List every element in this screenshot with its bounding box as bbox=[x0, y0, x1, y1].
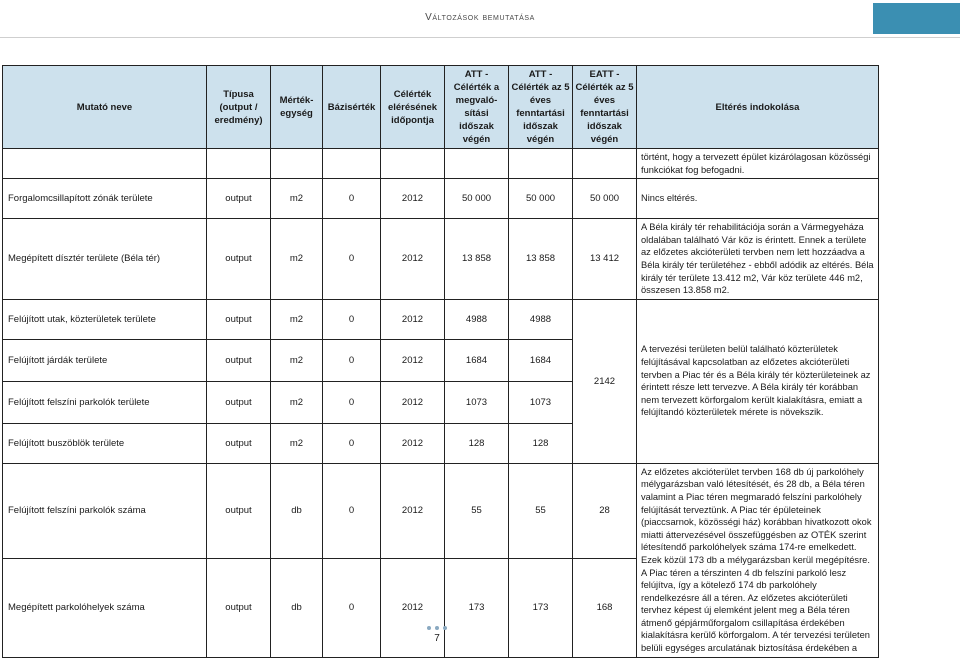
indicator-year: 2012 bbox=[381, 179, 445, 219]
indicator-year: 2012 bbox=[381, 339, 445, 381]
indicator-name: Megépített parkolóhelyek száma bbox=[3, 558, 207, 657]
continuation-row bbox=[3, 149, 879, 179]
indicator-type: output bbox=[207, 339, 271, 381]
indicator-eatt: 28 bbox=[573, 463, 637, 558]
indicator-att-impl: 50 000 bbox=[445, 179, 509, 219]
col-header-target-date: Célérték elérésének időpontja bbox=[381, 66, 445, 149]
indicator-att-5yr: 13 858 bbox=[509, 219, 573, 300]
merged-reason-public-space: A tervezési területen belül található közterületek felújításával kapcsolatban az előzetes akcióterületi tervben a Piac tér és a Béla király tér közterületeinek az érintett része lett tervezve. A Béla király tér korábban nem tervezett körforgalom került kialakításra, emiatt a felújítandó közterületek mérete is növekszik. bbox=[637, 299, 879, 463]
indicator-type: output bbox=[207, 463, 271, 558]
indicator-att-impl: 4988 bbox=[445, 299, 509, 339]
indicator-att-5yr: 55 bbox=[509, 463, 573, 558]
col-header-att-impl: ATT - Célérték a megvaló-sítási időszak végén bbox=[445, 66, 509, 149]
indicator-type: output bbox=[207, 381, 271, 423]
indicator-att-impl: 1684 bbox=[445, 339, 509, 381]
col-header-unit: Mérték-egység bbox=[271, 66, 323, 149]
indicator-name: Felújított felszíni parkolók száma bbox=[3, 463, 207, 558]
indicator-type: output bbox=[207, 558, 271, 657]
indicator-type: output bbox=[207, 179, 271, 219]
continuation-note: történt, hogy a tervezett épület kizárólagosan közösségi funkciókat fog befogadni. bbox=[637, 149, 879, 179]
merged-eatt-value: 2142 bbox=[573, 299, 637, 463]
indicator-base: 0 bbox=[323, 179, 381, 219]
indicator-year: 2012 bbox=[381, 463, 445, 558]
col-header-eatt-5yr: EATT - Célérték az 5 éves fenntartási időszak végén bbox=[573, 66, 637, 149]
indicator-unit: m2 bbox=[271, 339, 323, 381]
header-accent-block bbox=[873, 3, 960, 34]
indicator-base: 0 bbox=[323, 339, 381, 381]
indicator-base: 0 bbox=[323, 299, 381, 339]
indicator-type: output bbox=[207, 219, 271, 300]
page-dots-icon bbox=[422, 626, 452, 630]
merged-reason-parking: Az előzetes akcióterület tervben 168 db új parkolóhely mélygarázsban való létesítését, és 28 db, a Béla téren valamint a Piac téren megmaradó felszíni parkolóhely felújítását terveztünk. A Piac tér épületeinek (piaccsarnok, közösségi ház) korábban hivatkozott okok miatti áttervezésével összefüggésben az OTÉK szerint létesítendő parkolóhelyek száma 174-re emelkedett. Ezek közül 173 db a mélygarázsban kerül megépítésre. A Piac téren a térszinten 4 db felszíni parkoló lesz felújítva, így a kötelező 174 db parkolóhely rendelkezésre áll a téren. Az előzetes akcióterületi tervhez képest új elemként jelent meg a Béla téren átmenő gépjárműforgalom csillapítása érdekében kialakításra kerülő körforgalom. A tér tervezési területen belüli egységes arculatának biztosítása érdekében a bbox=[637, 463, 879, 657]
indicator-year: 2012 bbox=[381, 299, 445, 339]
indicator-year: 2012 bbox=[381, 558, 445, 657]
deviation-reason: A Béla király tér rehabilitációja során a Vármegyeháza oldalában található Vár köz is érintett. Ennek a területe az előzetes akcióterületi tervben nem lett hozzáadva a Béla király tér területéhez - ebből adódik az eltérés. Béla király tér területe 13.412 m2, Vár köz területe 446 m2, összesen 13.858 m2. bbox=[637, 219, 879, 300]
col-header-deviation-reason: Eltérés indokolása bbox=[637, 66, 879, 149]
indicator-att-impl: 128 bbox=[445, 423, 509, 463]
indicator-unit: m2 bbox=[271, 381, 323, 423]
indicator-year: 2012 bbox=[381, 381, 445, 423]
indicator-eatt: 168 bbox=[573, 558, 637, 657]
indicator-base: 0 bbox=[323, 463, 381, 558]
indicator-att-5yr: 173 bbox=[509, 558, 573, 657]
page-footer bbox=[422, 626, 452, 644]
indicator-base: 0 bbox=[323, 219, 381, 300]
indicator-base: 0 bbox=[323, 381, 381, 423]
header-divider bbox=[0, 37, 960, 38]
page-header-title: Változások bemutatása bbox=[425, 12, 535, 23]
indicator-unit: db bbox=[271, 463, 323, 558]
col-header-type: Típusa (output / eredmény) bbox=[207, 66, 271, 149]
deviation-reason: Nincs eltérés. bbox=[637, 179, 879, 219]
page-number: 7 bbox=[434, 633, 440, 644]
indicator-type: output bbox=[207, 299, 271, 339]
table-row bbox=[3, 219, 879, 300]
indicator-att-5yr: 50 000 bbox=[509, 179, 573, 219]
table-header-row bbox=[3, 66, 879, 149]
table-row bbox=[3, 179, 879, 219]
indicator-name: Felújított buszöblök területe bbox=[3, 423, 207, 463]
indicator-unit: m2 bbox=[271, 179, 323, 219]
indicator-name: Megépített dísztér területe (Béla tér) bbox=[3, 219, 207, 300]
indicator-att-5yr: 1073 bbox=[509, 381, 573, 423]
col-header-base-value: Bázisérték bbox=[323, 66, 381, 149]
col-header-att-5yr: ATT - Célérték az 5 éves fenntartási időszak végén bbox=[509, 66, 573, 149]
indicator-att-impl: 173 bbox=[445, 558, 509, 657]
indicator-table bbox=[2, 65, 879, 658]
indicator-unit: m2 bbox=[271, 423, 323, 463]
indicator-name: Forgalomcsillapított zónák területe bbox=[3, 179, 207, 219]
table-row bbox=[3, 463, 879, 558]
indicator-name: Felújított utak, közterületek területe bbox=[3, 299, 207, 339]
table-row bbox=[3, 299, 879, 339]
indicator-type: output bbox=[207, 423, 271, 463]
indicator-att-impl: 1073 bbox=[445, 381, 509, 423]
indicator-unit: m2 bbox=[271, 299, 323, 339]
indicator-eatt: 13 412 bbox=[573, 219, 637, 300]
indicator-name: Felújított járdák területe bbox=[3, 339, 207, 381]
col-header-indicator-name: Mutató neve bbox=[3, 66, 207, 149]
indicator-year: 2012 bbox=[381, 219, 445, 300]
indicator-base: 0 bbox=[323, 423, 381, 463]
indicator-unit: m2 bbox=[271, 219, 323, 300]
indicator-att-5yr: 4988 bbox=[509, 299, 573, 339]
indicator-att-impl: 55 bbox=[445, 463, 509, 558]
indicator-name: Felújított felszíni parkolók területe bbox=[3, 381, 207, 423]
indicator-eatt: 50 000 bbox=[573, 179, 637, 219]
indicator-unit: db bbox=[271, 558, 323, 657]
indicator-base: 0 bbox=[323, 558, 381, 657]
indicator-att-5yr: 1684 bbox=[509, 339, 573, 381]
indicator-att-5yr: 128 bbox=[509, 423, 573, 463]
indicator-year: 2012 bbox=[381, 423, 445, 463]
indicator-att-impl: 13 858 bbox=[445, 219, 509, 300]
